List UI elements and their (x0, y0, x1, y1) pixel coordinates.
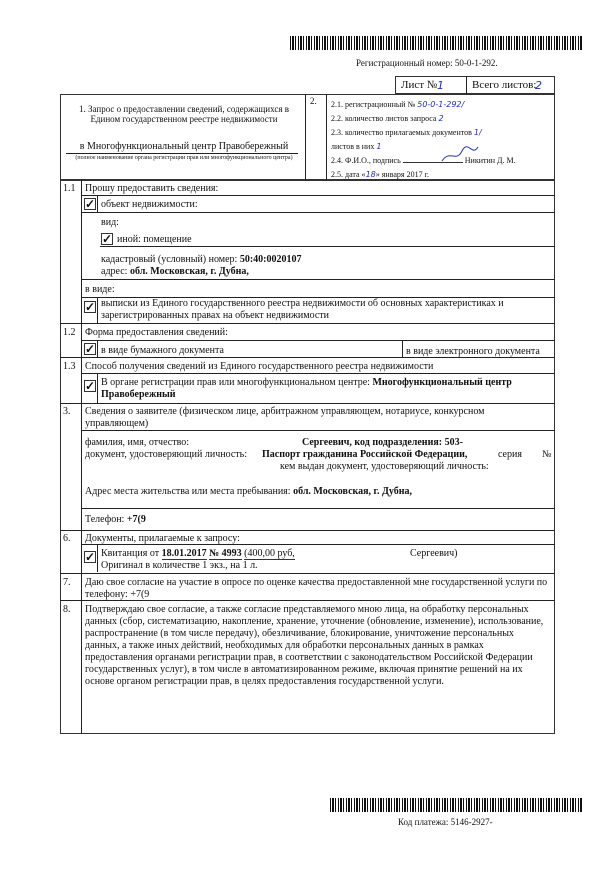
doc-issued: кем выдан документ, удостоверяющий личность: (280, 461, 489, 472)
applicant-address: Адрес места жительства или места пребывания: обл. Московская, г. Дубна, (85, 486, 412, 497)
s11-label: Прошу предоставить сведения: (85, 183, 219, 194)
s7-text: Даю свое согласие на участие в опросе по оценке качества предоставленной мне государственной услуги по телефону: +7(9 (85, 577, 548, 600)
paper-label: в виде бумажного документа (101, 345, 224, 356)
doc-no: № (542, 449, 552, 460)
object-address: адрес: обл. Московская, г. Дубна, (101, 266, 249, 277)
attachment-line2: Оригинал в количестве 1 экз., на 1 л. (101, 560, 258, 571)
form-label: в виде: (85, 284, 115, 295)
object-checkbox[interactable]: ✓ (85, 197, 96, 211)
electronic-label: в виде электронного документа (406, 346, 540, 357)
s12-label: Форма предоставления сведений: (85, 327, 228, 338)
section1-title: 1. Запрос о предоставлении сведений, содержащихся в Едином государственном реестре недвижимости (79, 104, 289, 124)
s11-number: 1.1 (63, 183, 76, 194)
vid-label: вид: (101, 217, 119, 228)
form-value: выписки из Единого государственного реестра недвижимости об основных характеристиках и зарегистрированных правах на объект недвижимости (101, 298, 504, 321)
s6-number: 6. (63, 533, 71, 544)
s13-number: 1.3 (63, 361, 76, 372)
phone: Телефон: +7(9 (85, 514, 146, 525)
attachment-line1: Квитанция от 18.01.2017 № 4993 (400,00 руб, (101, 548, 295, 559)
cadastral: кадастровый (условный) номер: 50:40:0020107 (101, 254, 302, 265)
section2-fields: 2.1. регистрационный № 50-0-1-292/ 2.2. количество листов запроса 2 2.3. количество прилагаемых документов 1/ листов в них 1 2.4. Ф.И.О., подпись Никитин Д. М. 2.5. дата «18» января 2017 г. (331, 100, 516, 179)
section1-org: в Многофункциональный центр Правобережный (79, 141, 289, 152)
s13-label: Способ получения сведений из Единого государственного реестра недвижимости (85, 361, 434, 372)
section2-number: 2. (310, 96, 317, 106)
attachment-checkbox[interactable]: ✓ (85, 550, 96, 564)
fio-label: фамилия, имя, отчество: (85, 437, 190, 448)
total-label: Всего листов: (472, 79, 537, 91)
s8-number: 8. (63, 604, 71, 615)
extract-checkbox[interactable]: ✓ (85, 300, 96, 314)
bottom-barcode (330, 798, 582, 812)
s12-number: 1.2 (63, 327, 76, 338)
other-type-label: иной: помещение (117, 234, 192, 245)
s6-label: Документы, прилагаемые к запросу: (85, 533, 240, 544)
sheet-number: 1 (437, 79, 444, 92)
attachment-name: Сергеевич) (410, 548, 458, 559)
registration-number: Регистрационный номер: 50-0-1-292. (356, 58, 498, 68)
s7-number: 7. (63, 577, 71, 588)
s8-text: Подтверждаю свое согласие, а также согласие представляемого мною лица, на обработку персональных данных (сбор, систематизацию, накопление, хранение, уточнение (обновление, изменение), использование, распространение (в том числе передачу), обезличивание, блокирование, уничтожение персональных данных, а также иных действий, необходимых для обработки персональных данных в рамках предоставления органами регистрации прав, в соответствии с законодательством Российской Федерации государственных услуг), в том числе в автоматизированном режиме, включая принятие решений на их основе органом регистрации прав, в целях предоставления государственной услуги. (85, 604, 544, 687)
total-number: 2 (535, 79, 542, 92)
signature (440, 145, 480, 165)
s3-label: Сведения о заявителе (физическом лице, арбитражном управляющем, нотариусе, конкурсном управляющем) (85, 406, 485, 429)
paper-checkbox[interactable]: ✓ (85, 342, 96, 356)
section1-org-note: (полное наименование органа регистрации прав или многофункционального центра) (75, 155, 293, 161)
sheet-label: Лист № (401, 79, 438, 91)
other-type-checkbox[interactable]: ✓ (102, 232, 113, 246)
s3-number: 3. (63, 406, 71, 417)
payment-code: Код платежа: 5146-2927- (398, 817, 493, 827)
method: В органе регистрации прав или многофункциональном центре: Многофункциональный центр Правобережный (101, 377, 512, 400)
top-barcode (290, 36, 582, 50)
doc-label: документ, удостоверяющий личность: (85, 449, 247, 460)
doc-value: Паспорт гражданина Российской Федерации, (262, 449, 468, 460)
object-label: объект недвижимости: (101, 199, 198, 210)
fio-value: Сергеевич, код подразделения: 503- (302, 437, 463, 448)
doc-series: серия (498, 449, 522, 460)
method-checkbox[interactable]: ✓ (85, 379, 96, 393)
